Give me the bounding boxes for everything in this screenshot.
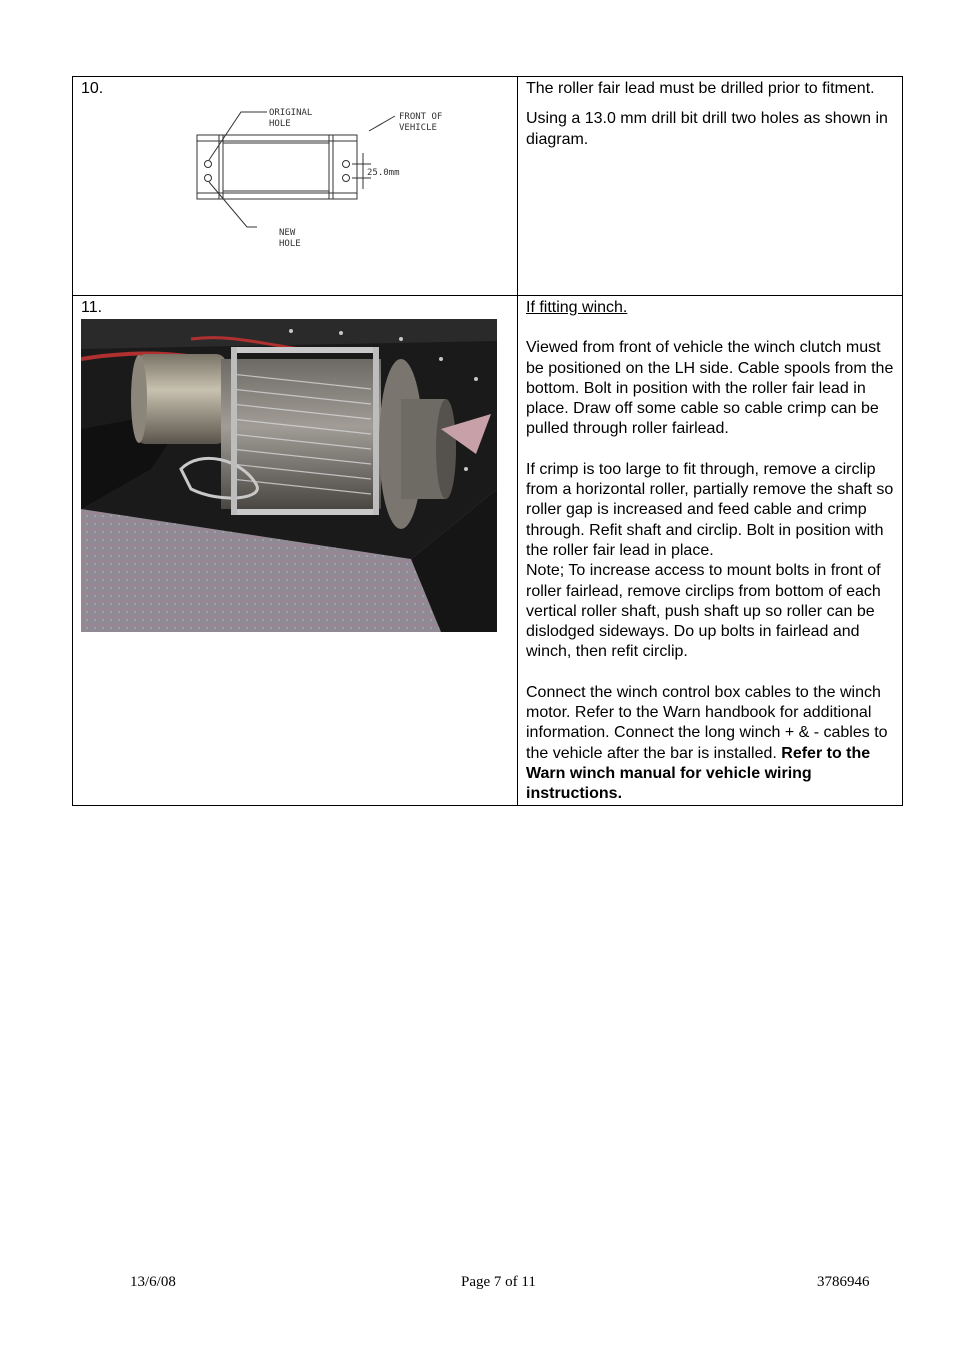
step-11-figure-cell bbox=[73, 296, 518, 806]
label-new-hole-2: HOLE bbox=[279, 239, 301, 250]
step-10-text-cell bbox=[518, 77, 903, 296]
step-number: 11. bbox=[81, 299, 103, 316]
instruction-table bbox=[72, 76, 903, 806]
wiring-text: Connect the winch control box cables to the winch motor. Refer to the Warn handbook for additional information. Connect the long winch + & - cables to the vehicle after the bar is installed. bbox=[526, 683, 888, 762]
label-dimension: 25.0mm bbox=[367, 168, 400, 179]
label-original-hole: ORIGINAL bbox=[269, 108, 313, 119]
step-11-text-cell bbox=[518, 296, 903, 806]
fairlead-drilling-diagram bbox=[157, 105, 447, 281]
step-11-paragraph-1: Viewed from front of vehicle the winch clutch must be positioned on the LH side. Cable spools from the bottom. Bolt in position with the roller fair lead in place. Draw off some cable so cable crimp can be pulled through roller fairlead. bbox=[526, 339, 894, 438]
footer-document-number: 3786946 bbox=[817, 1274, 870, 1290]
footer-date: 13/6/08 bbox=[130, 1274, 176, 1290]
label-front-of-vehicle: FRONT OF bbox=[399, 112, 443, 123]
step-row-11 bbox=[73, 296, 903, 806]
step-10-figure-cell bbox=[73, 77, 518, 296]
step-10-text-2: Using a 13.0 mm drill bit drill two holes as shown in diagram. bbox=[526, 110, 888, 148]
step-11-note: Note; To increase access to mount bolts in front of roller fairlead, remove circlips from bottom of each vertical roller shaft, push shaft up so roller can be dislodged sideways. Do up bolts in fairlead and winch, then refit circlip. bbox=[526, 562, 881, 661]
step-number: 10. bbox=[81, 80, 104, 97]
label-new-hole: NEW bbox=[279, 228, 296, 239]
label-front-of-vehicle-2: VEHICLE bbox=[399, 123, 437, 134]
step-10-text-1: The roller fair lead must be drilled prior to fitment. bbox=[526, 80, 875, 97]
step-11-paragraph-4 bbox=[526, 683, 894, 805]
step-11-heading: If fitting winch. bbox=[526, 299, 628, 316]
label-original-hole-2: HOLE bbox=[269, 119, 291, 130]
wiring-warning: Refer to the Warn winch manual for vehicle wiring instructions. bbox=[526, 744, 871, 803]
winch-photo bbox=[81, 319, 497, 632]
step-11-paragraph-2: If crimp is too large to fit through, remove a circlip from a horizontal roller, partially remove the shaft so roller gap is increased and feed cable and crimp through. Refit shaft and circlip. Bolt in position with the roller fair lead in place. bbox=[526, 460, 894, 559]
step-row-10 bbox=[73, 77, 903, 296]
footer-page-number: Page 7 of 11 bbox=[461, 1274, 536, 1290]
